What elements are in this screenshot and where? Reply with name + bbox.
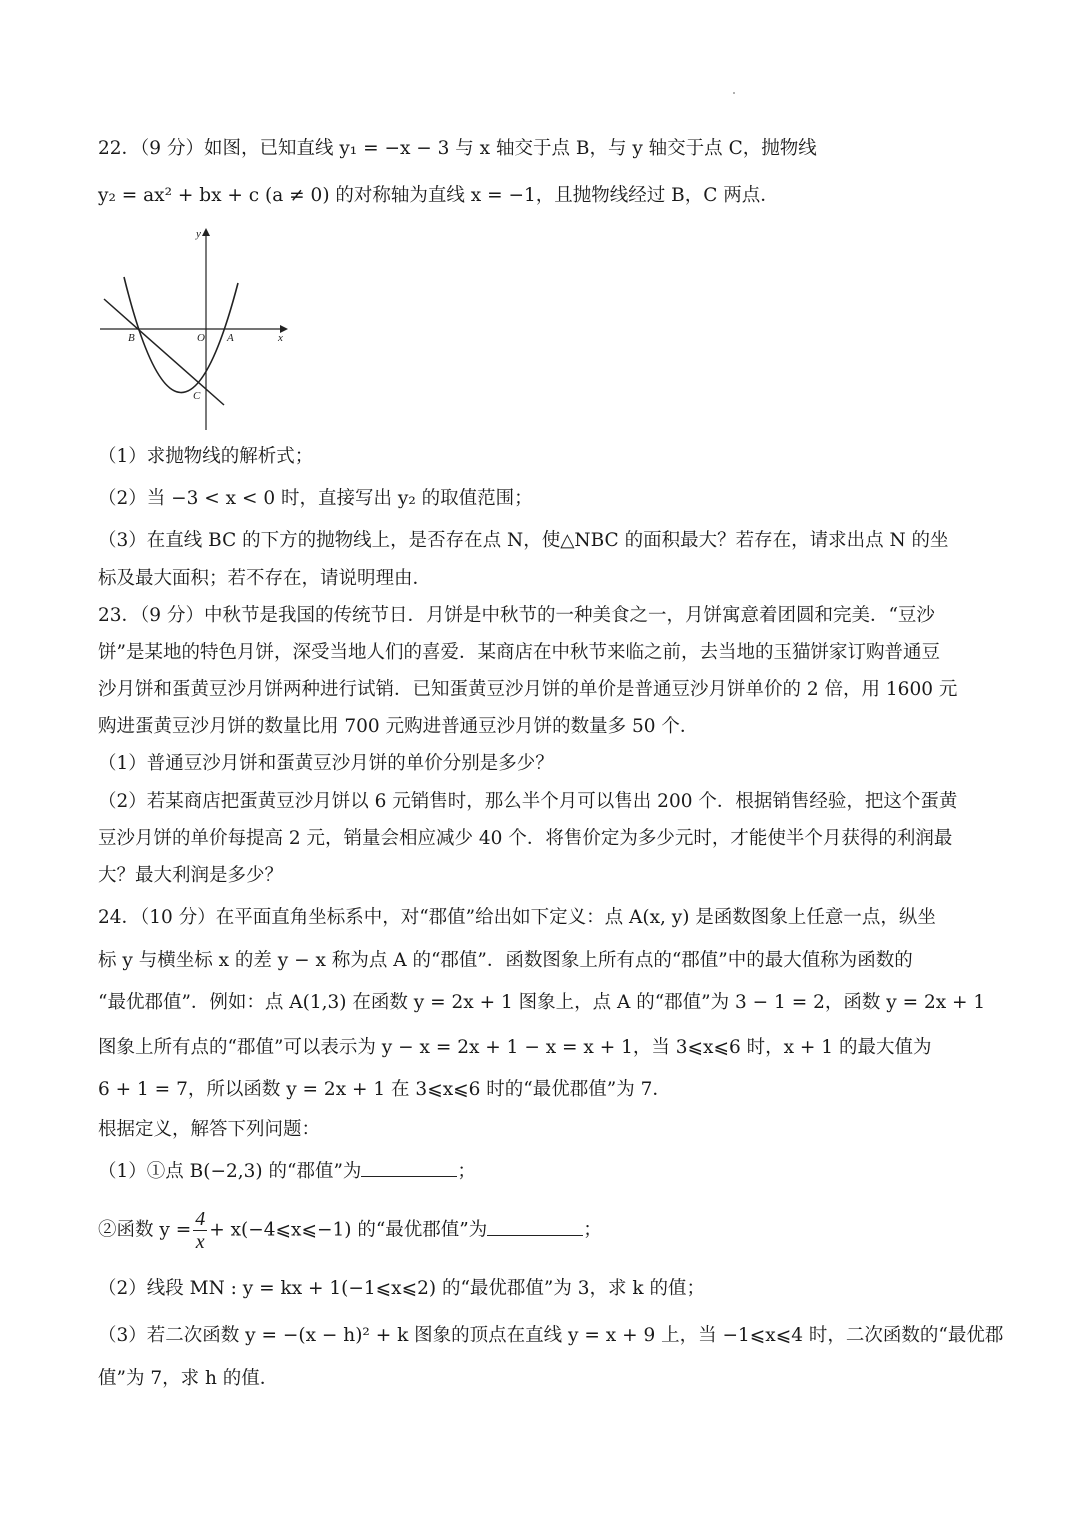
q24-part-3-a: （3）若二次函数 y = −(x − h)² + k 图象的顶点在直线 y = x + 9 上，当 −1⩽x⩽4 时，二次函数的“最优郡: [98, 1325, 1004, 1346]
q24-line-5: 6 + 1 = 7，所以函数 y = 2x + 1 在 3⩽x⩽6 时的“最优郡值”为 7．: [98, 1079, 671, 1100]
q24-part-3-b: 值”为 7，求 h 的值．: [98, 1368, 279, 1389]
q24-part-1-b-pre: ②函数 y =: [98, 1219, 192, 1241]
q24-line-1: 24．（10 分）在平面直角坐标系中，对“郡值”给出如下定义：点 A(x, y) 是函数图象上任意一点，纵坐: [98, 907, 936, 928]
q22-part-1: （1）求抛物线的解析式；: [98, 446, 314, 467]
fraction-denominator: x: [195, 1231, 205, 1253]
q23-part-2-c: 大？最大利润是多少？: [98, 865, 284, 886]
point-a-label: A: [227, 332, 234, 344]
q23-line-4: 购进蛋黄豆沙月饼的数量比用 700 元购进普通豆沙月饼的数量多 50 个．: [98, 716, 699, 737]
q24-part-1-a: [98, 1158, 476, 1185]
y-axis-arrow: [202, 228, 210, 236]
origin-label: O: [197, 332, 205, 344]
q22-graph: [100, 225, 300, 435]
q22-part-3-b: 标及最大面积；若不存在，请说明理由．: [98, 568, 432, 589]
q24-part-1-a-end: ；: [457, 1161, 476, 1182]
q23-part-1: （1）普通豆沙月饼和蛋黄豆沙月饼的单价分别是多少？: [98, 753, 554, 774]
q23-line-1: 23．（9 分）中秋节是我国的传统节日．月饼是中秋节的一种美食之一，月饼寓意着团圆和完美．“豆沙: [98, 605, 935, 626]
q24-part-1-b-end: ；: [583, 1219, 602, 1241]
answer-blank-2[interactable]: [487, 1217, 583, 1236]
q24-part-1-b: [98, 1208, 602, 1253]
scan-speck: [733, 92, 735, 94]
q24-line-2: 标 y 与横坐标 x 的差 y − x 称为点 A 的“郡值”．函数图象上所有点的“郡值”中的最大值称为函数的: [98, 950, 913, 971]
q22-line-1: 22．（9 分）如图，已知直线 y₁ = −x − 3 与 x 轴交于点 B，与 y 轴交于点 C，抛物线: [98, 138, 817, 159]
q23-part-2-b: 豆沙月饼的单价每提高 2 元，销量会相应减少 40 个．将售价定为多少元时，才能使半个月获得的利润最: [98, 828, 953, 849]
q24-line-3: “最优郡值”．例如：点 A(1,3) 在函数 y = 2x + 1 图象上，点 A 的“郡值”为 3 − 1 = 2，函数 y = 2x + 1: [98, 992, 986, 1013]
q22-part-3-a: （3）在直线 BC 的下方的抛物线上，是否存在点 N，使△NBC 的面积最大？若存在，请求出点 N 的坐: [98, 530, 949, 551]
q23-line-3: 沙月饼和蛋黄豆沙月饼两种进行试销．已知蛋黄豆沙月饼的单价是普通豆沙月饼单价的 2 倍，用 1600 元: [98, 679, 958, 700]
parabola: [124, 277, 238, 393]
x-axis-label: x: [278, 332, 283, 344]
q22-line-2: y₂ = ax² + bx + c (a ≠ 0) 的对称轴为直线 x = −1，且抛物线经过 B，C 两点．: [98, 185, 779, 206]
fraction-numerator: 4: [195, 1208, 206, 1230]
q23-line-2: 饼”是某地的特色月饼，深受当地人们的喜爱．某商店在中秋节来临之前，去当地的玉猫饼家订购普通豆: [98, 642, 940, 663]
point-c-label: C: [193, 390, 201, 402]
y-axis-label: y: [196, 228, 201, 240]
q24-part-1-b-post: + x(−4⩽x⩽−1) 的“最优郡值”为: [209, 1219, 488, 1241]
q24-part-1-a-text: （1）①点 B(−2,3) 的“郡值”为: [98, 1161, 362, 1182]
q24-part-2: （2）线段 MN : y = kx + 1(−1⩽x⩽2) 的“最优郡值”为 3，求 k 的值；: [98, 1278, 705, 1299]
q24-line-4: 图象上所有点的“郡值”可以表示为 y − x = 2x + 1 − x = x + 1，当 3⩽x⩽6 时，x + 1 的最大值为: [98, 1037, 932, 1058]
answer-blank-1[interactable]: [361, 1158, 457, 1177]
q24-line-6: 根据定义，解答下列问题：: [98, 1119, 321, 1140]
q23-part-2-a: （2）若某商店把蛋黄豆沙月饼以 6 元销售时，那么半个月可以售出 200 个．根据销售经验，把这个蛋黄: [98, 791, 958, 812]
fraction-4-over-x: [193, 1208, 207, 1253]
q22-part-2: （2）当 −3 < x < 0 时，直接写出 y₂ 的取值范围；: [98, 488, 533, 509]
point-b-label: B: [128, 332, 135, 344]
